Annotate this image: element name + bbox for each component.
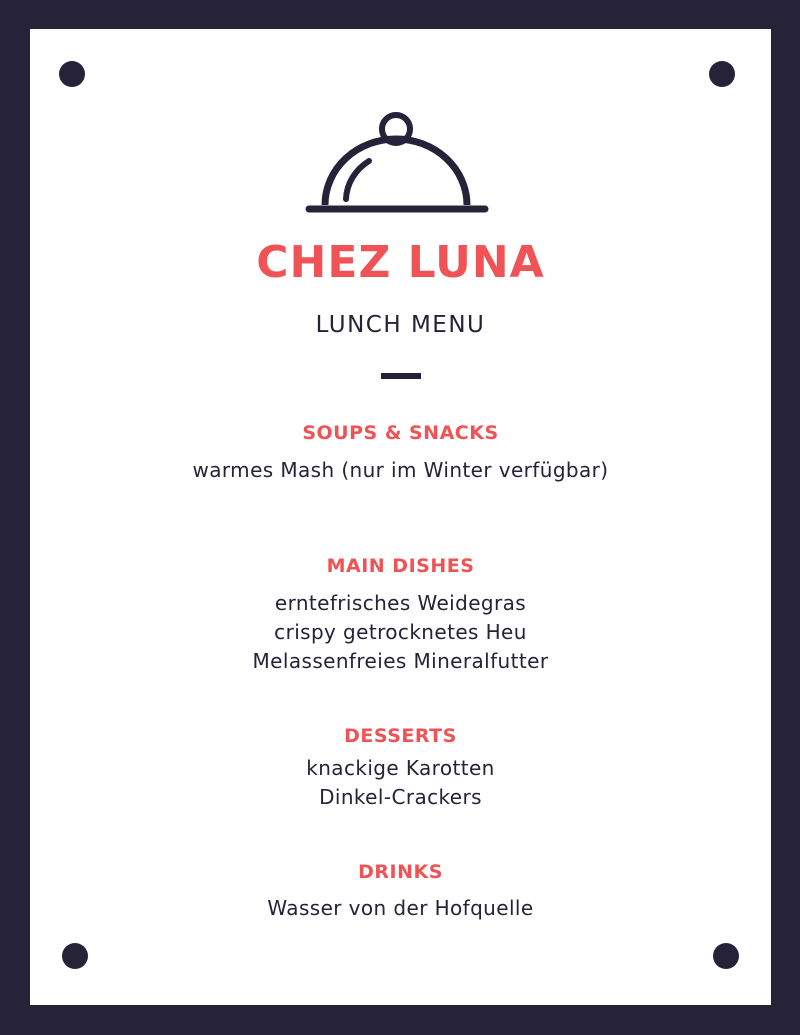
section-heading: SOUPS & SNACKS bbox=[302, 422, 499, 444]
menu-item: warmes Mash (nur im Winter verfügbar) bbox=[192, 458, 609, 482]
section-main-dishes bbox=[30, 552, 771, 676]
menu-item: erntefrisches Weidegras bbox=[274, 591, 527, 615]
corner-dot-top-left bbox=[59, 61, 85, 87]
menu-item: knackige Karotten bbox=[306, 756, 495, 780]
divider bbox=[381, 373, 421, 379]
corner-dot-bottom-left bbox=[62, 943, 88, 969]
section-drinks bbox=[30, 858, 771, 923]
section-soups-snacks bbox=[30, 419, 771, 485]
section-heading: MAIN DISHES bbox=[326, 555, 475, 577]
corner-dot-bottom-right bbox=[713, 943, 739, 969]
menu-subtitle: LUNCH MENU bbox=[315, 312, 486, 338]
menu-item: Wasser von der Hofquelle bbox=[267, 896, 534, 920]
cloche-icon bbox=[305, 111, 489, 217]
section-desserts bbox=[30, 722, 771, 812]
item-list bbox=[30, 456, 771, 485]
menu-card bbox=[30, 29, 771, 1005]
menu-item: Melassenfreies Mineralfutter bbox=[252, 649, 549, 673]
item-list bbox=[30, 754, 771, 812]
section-heading: DRINKS bbox=[358, 861, 443, 883]
item-list bbox=[30, 894, 771, 923]
item-list bbox=[30, 589, 771, 676]
menu-item: crispy getrocknetes Heu bbox=[274, 620, 527, 644]
restaurant-title: CHEZ LUNA bbox=[256, 237, 545, 288]
menu-item: Dinkel-Crackers bbox=[319, 785, 482, 809]
corner-dot-top-right bbox=[709, 61, 735, 87]
section-heading: DESSERTS bbox=[344, 725, 457, 747]
